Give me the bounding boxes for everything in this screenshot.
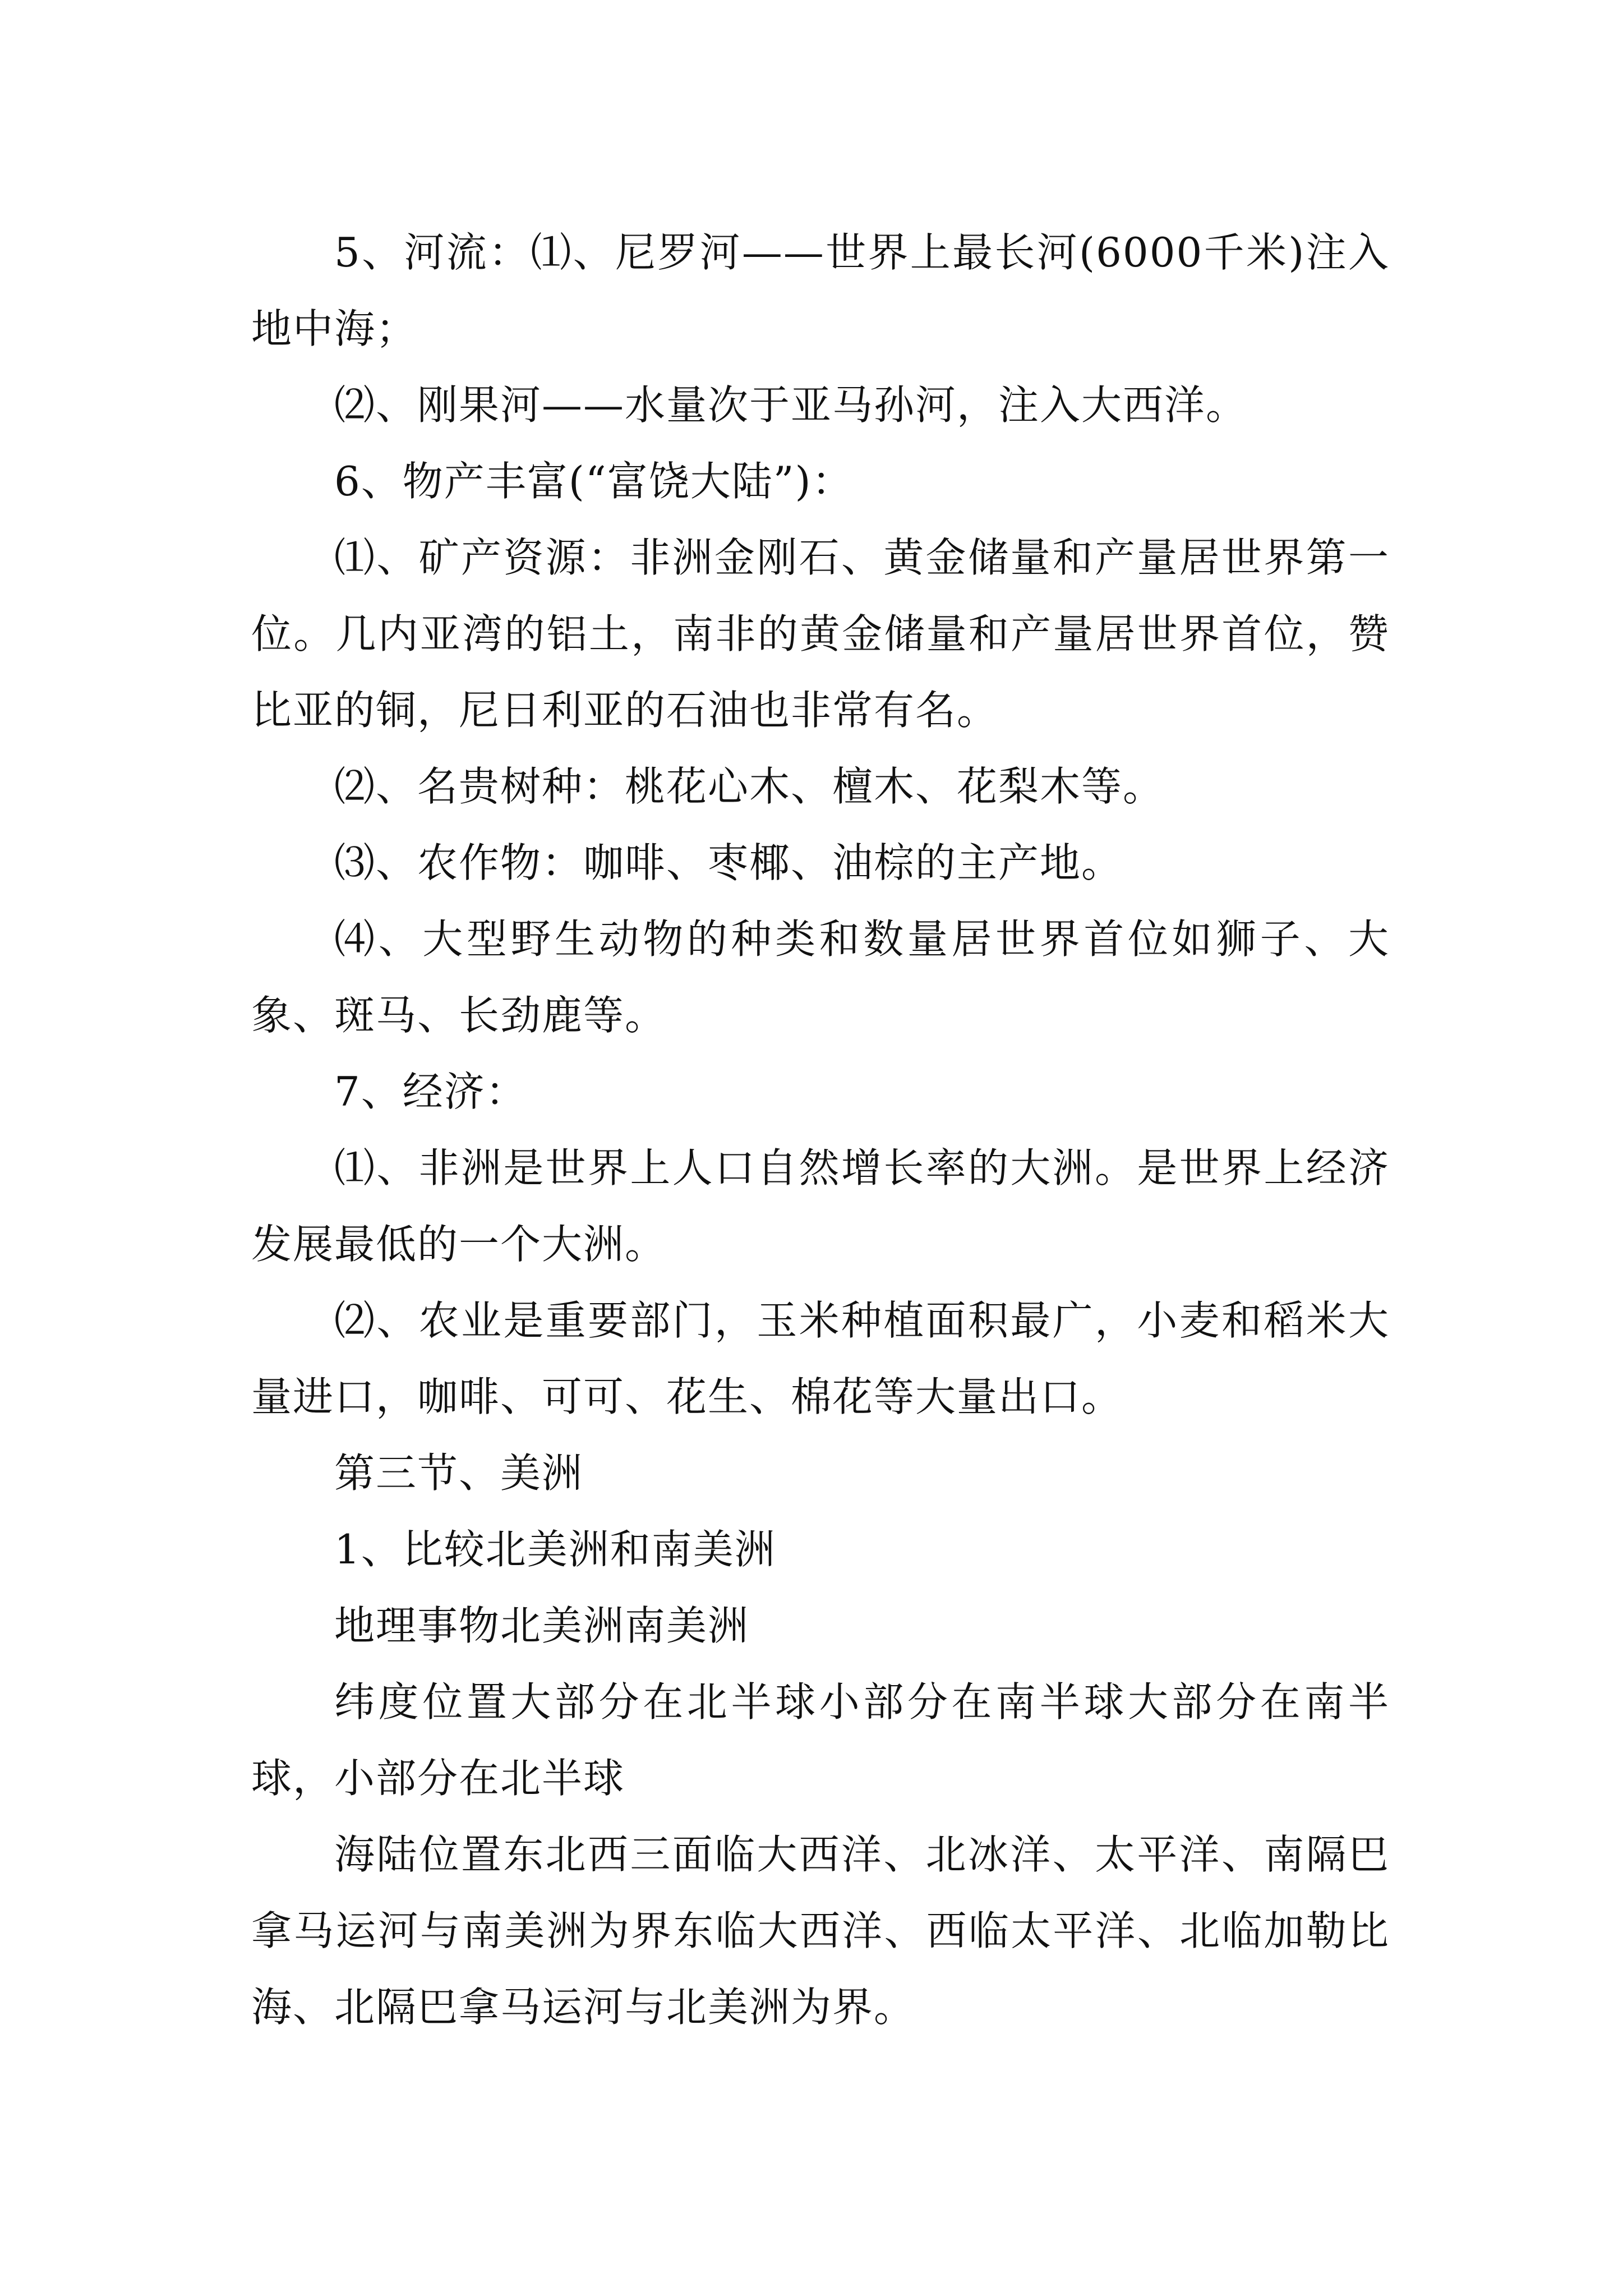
paragraph-minerals: ⑴、矿产资源：非洲金刚石、黄金储量和产量居世界第一位。几内亚湾的铝土，南非的黄金储量和产量居世界首位，赞比亚的铜，尼日利亚的石油也非常有名。: [251, 534, 1390, 734]
paragraph-crops: ⑶、农作物：咖啡、枣椰、油棕的主产地。: [334, 839, 1123, 886]
paragraph-congo-river: ⑵、刚果河——水量次于亚马孙河，注入大西洋。: [334, 381, 1248, 429]
paragraph-sea-land: 海陆位置东北西三面临大西洋、北冰洋、太平洋、南隔巴拿马运河与南美洲为界东临大西洋、西临太平洋、北临加勒比海、北隔巴拿马运河与北美洲为界。: [251, 1831, 1390, 2031]
paragraph-trees: ⑵、名贵树种：桃花心木、檀木、花梨木等。: [334, 763, 1165, 810]
paragraph-latitude: 纬度位置大部分在北半球小部分在南半球大部分在南半球，小部分在北半球: [251, 1678, 1390, 1802]
paragraph-population: ⑴、非洲是世界上人口自然增长率的大洲。是世界上经济发展最低的一个大洲。: [251, 1144, 1390, 1268]
paragraph-rivers: 5、河流：⑴、尼罗河——世界上最长河(6000千米)注入地中海；: [251, 229, 1390, 352]
document-body: [251, 214, 1390, 2045]
paragraph-compare: 1、比较北美洲和南美洲: [334, 1526, 776, 1573]
paragraph-table-header: 地理事物北美洲南美洲: [334, 1602, 750, 1649]
paragraph-economy-heading: 7、经济：: [334, 1068, 527, 1115]
paragraph-wildlife: ⑷、大型野生动物的种类和数量居世界首位如狮子、大象、斑马、长劲鹿等。: [251, 915, 1390, 1039]
section-heading-americas: 第三节、美洲: [334, 1450, 584, 1497]
paragraph-agriculture: ⑵、农业是重要部门，玉米种植面积最广，小麦和稻米大量进口，咖啡、可可、花生、棉花等大量出口。: [251, 1297, 1390, 1420]
paragraph-resources-heading: 6、物产丰富(“富饶大陆”)：: [334, 458, 854, 505]
